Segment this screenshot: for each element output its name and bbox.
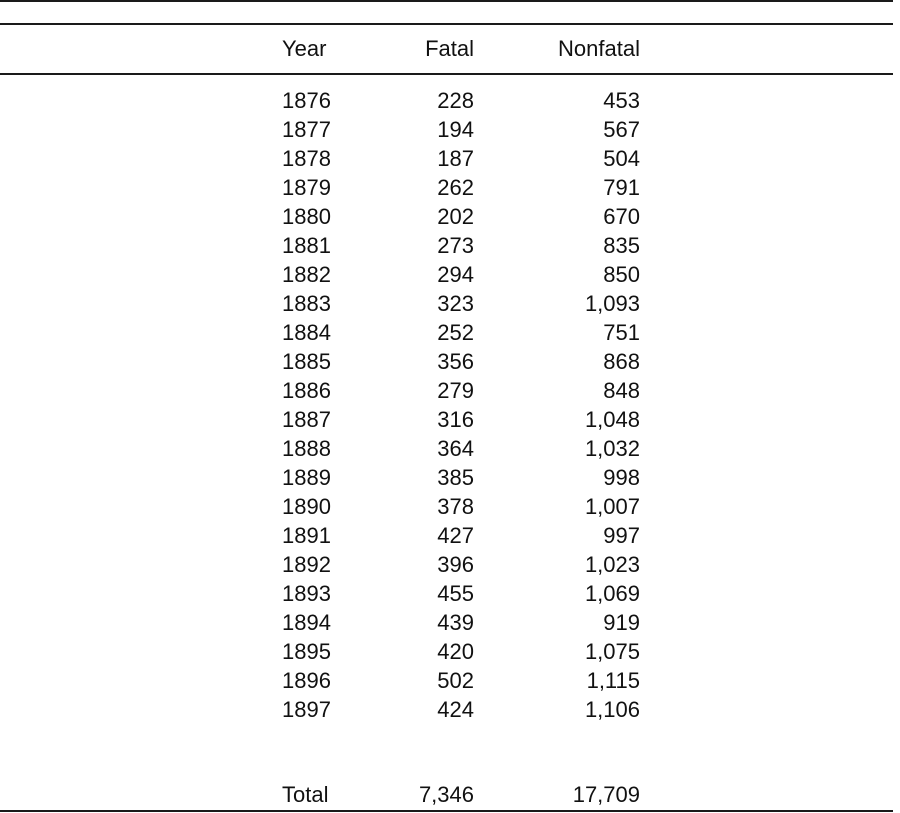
row-year: 1885 bbox=[282, 349, 331, 374]
table-row bbox=[0, 666, 893, 696]
table-row bbox=[0, 376, 893, 406]
row-year: 1879 bbox=[282, 175, 331, 200]
row-year: 1896 bbox=[282, 668, 331, 693]
row-nonfatal: 998 bbox=[603, 465, 640, 490]
table-row bbox=[0, 173, 893, 203]
table-row bbox=[0, 231, 893, 261]
table-row bbox=[0, 115, 893, 145]
row-fatal: 252 bbox=[437, 320, 474, 345]
table-row bbox=[0, 608, 893, 638]
row-year: 1888 bbox=[282, 436, 331, 461]
table-row bbox=[0, 579, 893, 609]
row-nonfatal: 1,075 bbox=[584, 639, 640, 664]
row-nonfatal: 670 bbox=[603, 204, 640, 229]
table-row bbox=[0, 492, 893, 522]
row-nonfatal: 1,106 bbox=[584, 697, 640, 722]
row-year: 1884 bbox=[282, 320, 331, 345]
row-fatal: 439 bbox=[437, 610, 474, 635]
table-row bbox=[0, 289, 893, 319]
row-fatal: 187 bbox=[437, 146, 474, 171]
table-row bbox=[0, 405, 893, 435]
row-nonfatal: 791 bbox=[603, 175, 640, 200]
row-fatal: 378 bbox=[437, 494, 474, 519]
row-nonfatal: 1,115 bbox=[586, 668, 640, 693]
row-year: 1895 bbox=[282, 639, 331, 664]
row-fatal: 294 bbox=[437, 262, 474, 287]
table-row bbox=[0, 144, 893, 174]
row-year: 1887 bbox=[282, 407, 331, 432]
table-row bbox=[0, 695, 893, 725]
row-fatal: 455 bbox=[437, 581, 474, 606]
total-fatal: 7,346 bbox=[418, 782, 474, 807]
total-nonfatal: 17,709 bbox=[572, 782, 640, 807]
row-year: 1889 bbox=[282, 465, 331, 490]
row-nonfatal: 835 bbox=[603, 233, 640, 258]
total-label: Total bbox=[282, 782, 329, 807]
row-year: 1886 bbox=[282, 378, 331, 403]
row-fatal: 427 bbox=[437, 523, 474, 548]
row-nonfatal: 504 bbox=[603, 146, 640, 171]
row-year: 1878 bbox=[282, 146, 331, 171]
total-row bbox=[0, 780, 893, 810]
row-year: 1894 bbox=[282, 610, 331, 635]
table-row bbox=[0, 260, 893, 290]
row-year: 1883 bbox=[282, 291, 331, 316]
table-row bbox=[0, 86, 893, 116]
row-fatal: 262 bbox=[437, 175, 474, 200]
row-fatal: 424 bbox=[437, 697, 474, 722]
row-nonfatal: 919 bbox=[603, 610, 640, 635]
table-row bbox=[0, 318, 893, 348]
row-fatal: 316 bbox=[437, 407, 474, 432]
row-fatal: 396 bbox=[437, 552, 474, 577]
top-rule bbox=[0, 0, 893, 2]
row-fatal: 502 bbox=[437, 668, 474, 693]
row-year: 1876 bbox=[282, 88, 331, 113]
table-row bbox=[0, 347, 893, 377]
header-top-rule bbox=[0, 23, 893, 25]
header-bottom-rule bbox=[0, 73, 893, 75]
row-year: 1877 bbox=[282, 117, 331, 142]
row-fatal: 194 bbox=[437, 117, 474, 142]
row-nonfatal: 1,069 bbox=[584, 581, 640, 606]
row-year: 1891 bbox=[282, 523, 331, 548]
row-fatal: 202 bbox=[437, 204, 474, 229]
row-nonfatal: 997 bbox=[603, 523, 640, 548]
row-year: 1882 bbox=[282, 262, 331, 287]
table-row bbox=[0, 202, 893, 232]
table-row bbox=[0, 637, 893, 667]
table-row bbox=[0, 434, 893, 464]
row-fatal: 273 bbox=[437, 233, 474, 258]
row-fatal: 364 bbox=[437, 436, 474, 461]
row-fatal: 323 bbox=[437, 291, 474, 316]
row-nonfatal: 1,032 bbox=[584, 436, 640, 461]
row-nonfatal: 1,048 bbox=[584, 407, 640, 432]
row-nonfatal: 751 bbox=[603, 320, 640, 345]
row-nonfatal: 850 bbox=[603, 262, 640, 287]
row-nonfatal: 868 bbox=[603, 349, 640, 374]
table-row bbox=[0, 550, 893, 580]
row-nonfatal: 453 bbox=[603, 88, 640, 113]
row-fatal: 385 bbox=[437, 465, 474, 490]
row-nonfatal: 1,093 bbox=[584, 291, 640, 316]
row-fatal: 279 bbox=[437, 378, 474, 403]
header-year: Year bbox=[282, 36, 327, 61]
header-nonfatal: Nonfatal bbox=[558, 36, 640, 61]
row-year: 1880 bbox=[282, 204, 331, 229]
row-year: 1892 bbox=[282, 552, 331, 577]
row-year: 1881 bbox=[282, 233, 331, 258]
row-nonfatal: 567 bbox=[603, 117, 640, 142]
row-fatal: 356 bbox=[437, 349, 474, 374]
row-year: 1897 bbox=[282, 697, 331, 722]
row-year: 1890 bbox=[282, 494, 331, 519]
table-row bbox=[0, 521, 893, 551]
row-fatal: 228 bbox=[437, 88, 474, 113]
bottom-rule bbox=[0, 810, 893, 812]
row-year: 1893 bbox=[282, 581, 331, 606]
row-nonfatal: 1,023 bbox=[584, 552, 640, 577]
header-fatal: Fatal bbox=[425, 36, 474, 61]
row-fatal: 420 bbox=[437, 639, 474, 664]
row-nonfatal: 848 bbox=[603, 378, 640, 403]
table-row bbox=[0, 463, 893, 493]
row-nonfatal: 1,007 bbox=[584, 494, 640, 519]
